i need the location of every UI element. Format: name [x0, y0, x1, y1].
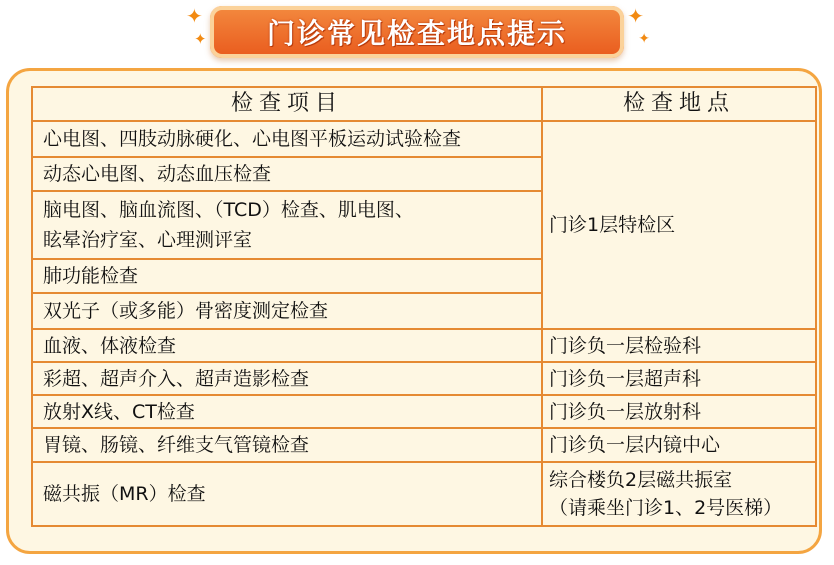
exam-location-note: （请乘坐门诊1、2号医梯） [549, 497, 783, 519]
exam-item-cell: 胃镜、肠镜、纤维支气管镜检查 [32, 428, 542, 462]
exam-item-cell: 双光子（或多能）骨密度测定检查 [32, 293, 542, 329]
header-exam-location: 检查地点 [542, 87, 816, 121]
sparkle-icon: ✦ [638, 31, 650, 47]
exam-item-cell: 彩超、超声介入、超声造影检查 [32, 362, 542, 395]
exam-location-cell [542, 462, 816, 526]
exam-location-cell: 门诊负一层放射科 [542, 395, 816, 428]
table-row [32, 329, 816, 362]
table-header-row [32, 87, 816, 121]
merged-location-cell: 门诊1层特检区 [542, 121, 816, 329]
exam-location-cell: 门诊负一层超声科 [542, 362, 816, 395]
exam-location-cell: 门诊负一层内镜中心 [542, 428, 816, 462]
exam-item-cell: 放射X线、CT检查 [32, 395, 542, 428]
exam-item-cell: 肺功能检查 [32, 259, 542, 293]
exam-item-cell: 动态心电图、动态血压检查 [32, 157, 542, 191]
exam-location-cell: 门诊负一层检验科 [542, 329, 816, 362]
sparkle-icon: ✦ [194, 30, 207, 48]
header-exam-item: 检查项目 [32, 87, 542, 121]
exam-item-line: 眩晕治疗室、心理测评室 [43, 229, 253, 251]
page-title: 门诊常见检查地点提示 [266, 17, 567, 50]
banner-plate [210, 6, 624, 58]
title-banner [184, 2, 650, 64]
exam-item-cell [32, 191, 542, 259]
exam-item-cell: 心电图、四肢动脉硬化、心电图平板运动试验检查 [32, 121, 542, 157]
sparkle-icon: ✦ [186, 4, 203, 28]
notice-card [6, 68, 822, 554]
exam-item-cell: 磁共振（MR）检查 [32, 462, 542, 526]
exam-item-line: 脑电图、脑血流图、（TCD）检查、肌电图、 [43, 199, 414, 221]
table-row [32, 395, 816, 428]
table-row [32, 121, 816, 157]
exam-location-line: 综合楼负2层磁共振室 [549, 469, 733, 491]
exam-location-table [31, 86, 817, 527]
table-row [32, 462, 816, 526]
exam-item-cell: 血液、体液检查 [32, 329, 542, 362]
table-row [32, 362, 816, 395]
table-row [32, 428, 816, 462]
sparkle-icon: ✦ [627, 4, 644, 28]
